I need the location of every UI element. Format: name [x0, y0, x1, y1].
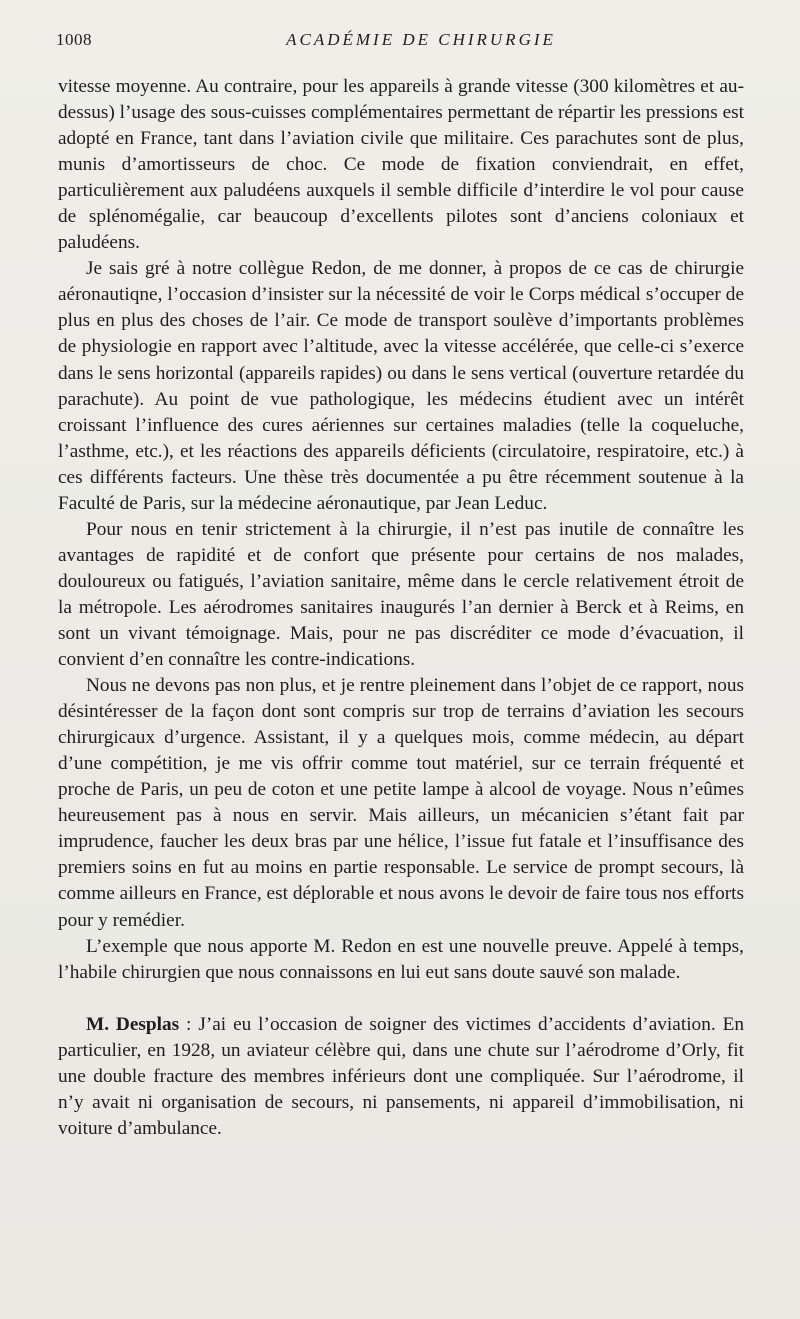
page-number: 1008 [56, 30, 92, 49]
body-text [58, 74, 744, 1142]
speaker-name: M. Desplas [86, 1013, 180, 1035]
paragraph: Je sais gré à notre collègue Redon, de me donner, à propos de ce cas de chirurgie aéronautiqne, l’occasion d’insister sur la nécessité de voir le Corps médical s’occuper de plus en plus des choses de l’air. Ce mode de transport soulève d’importants problèmes de physiologie en rapport avec l’altitude, avec la vitesse accélérée, que celle-ci s’exerce dans le sens horizontal (appareils rapides) ou dans le sens vertical (ouverture retardée du parachute). Au point de vue pathologique, les médecins étudient avec un intérêt croissant l’influence des cures aériennes sur certaines maladies (telle la coqueluche, l’asthme, etc.), et les réactions des appareils déficients (circulatoire, respiratoire, etc.) à ces différents facteurs. Une thèse très documentée a pu être récemment soutenue à la Faculté de Paris, sur la médecine aéronautique, par Jean Leduc. [58, 258, 744, 514]
intervention-text: : J’ai eu l’occasion de soigner des victimes d’accidents d’aviation. En particulier, en 1928, un aviateur célèbre qui, dans une chute sur l’aérodrome d’Orly, fit une double fracture des membres inférieurs dont une compliquée. Sur l’aérodrome, il n’y avait ni organisation de secours, ni pansements, ni appareil d’immobilisation, ni voiture d’ambulance. [58, 1013, 744, 1139]
paragraph-continued: vitesse moyenne. Au contraire, pour les appareils à grande vitesse (300 kilomètres et au-dessus) l’usage des sous-cuisses complémentaires permettant de répartir les pressions est adopté en France, tant dans l’aviation civile que militaire. Ces parachutes sont de plus, munis d’amortisseurs de choc. Ce mode de fixation conviendrait, en effet, particulièrement aux paludéens auxquels il semble difficile d’interdire le vol pour cause de splénomégalie, car beaucoup d’excellents pilotes sont d’anciens coloniaux et paludéens. [58, 76, 744, 254]
intervention-paragraph [58, 1012, 744, 1142]
paragraph: Nous ne devons pas non plus, et je rentre pleinement dans l’objet de ce rapport, nous désintéresser de la façon dont sont compris sur trop de terrains d’aviation les secours chirurgicaux d’urgence. Assistant, il y a quelques mois, comme médecin, au départ d’une compétition, je me vis offrir comme tout matériel, sur ce terrain fréquenté et proche de Paris, un peu de coton et une petite lampe à alcool de voyage. Nous n’eûmes heureusement pas à nous en servir. Mais ailleurs, un mécanicien s’étant fait par imprudence, faucher les deux bras par une hélice, l’issue fut fatale et l’insuffisance des premiers soins en fut au moins en partie responsable. Le service de prompt secours, là comme ailleurs en France, est déplorable et nous avons le devoir de faire tous nos efforts pour y remédier. [58, 675, 744, 931]
running-title: ACADÉMIE DE CHIRURGIE [286, 30, 556, 49]
paragraph: L’exemple que nous apporte M. Redon en est une nouvelle preuve. Appelé à temps, l’habile chirurgien que nous connaissons en lui eut sans doute sauvé son malade. [58, 935, 744, 983]
page-header [56, 30, 746, 56]
section-gap [58, 986, 744, 1012]
paragraph: Pour nous en tenir strictement à la chirurgie, il n’est pas inutile de connaître les avantages de rapidité et de confort que présente pour certains de nos malades, douloureux ou fatigués, l’aviation sanitaire, même dans le cercle relativement étroit de la métropole. Les aérodromes sanitaires inaugurés l’an dernier à Berck et à Reims, en sont un vivant témoignage. Mais, pour ne pas discréditer ce mode d’évacuation, il convient d’en connaître les contre-indications. [58, 518, 744, 671]
